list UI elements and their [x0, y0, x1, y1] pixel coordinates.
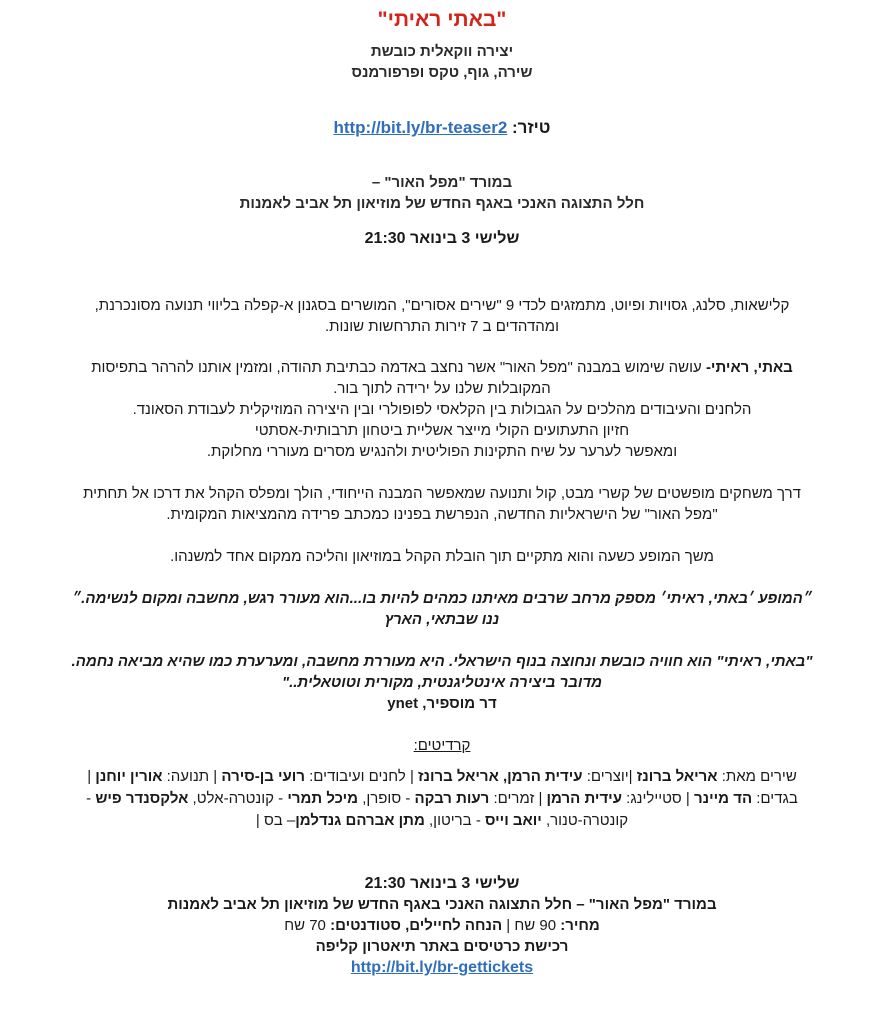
- credit-name: אלקסנדר פיש: [95, 790, 189, 807]
- price-discount: 70 שח: [284, 917, 331, 934]
- about-line-4: חזיון התעתועים הקולי מייצר אשליית ביטחון תרבותית-אסתטי: [254, 422, 630, 439]
- intro-line-1: קלישאות, סלנג, גסויות ופיוט, מתמזגים לכדי 9 "שירים אסורים", המושרים בסגנון א-קפלה בליווי תנועה מסונכרנת,: [94, 297, 790, 314]
- venue-line-1: במורד "מפל האור" –: [371, 174, 513, 191]
- credits-row-1: [0, 768, 884, 785]
- page-title: "באתי ראיתי": [377, 8, 507, 31]
- credits-row-2: [0, 790, 884, 807]
- credit-name: מתן אברהם גנדלמן: [295, 812, 425, 829]
- credit-role: |יוצרים:: [582, 768, 637, 785]
- intro-line-2: ומהדהדים ב 7 זירות התרחשות שונות.: [325, 318, 559, 335]
- credit-role: - בריטון,: [424, 812, 485, 829]
- credits-heading: קרדיטים:: [413, 737, 471, 754]
- credit-role: בגדים:: [752, 790, 798, 807]
- footer-link-line: [0, 959, 884, 977]
- credit-name: יואב וייס: [484, 812, 542, 829]
- credit-role: - קונטרה-אלט,: [188, 790, 288, 807]
- games-line-1: דרך משחקים מופשטים של קשרי מבט, קול ותנועה שמאפשר המבנה הייחודי, הולך ומפלס הקהל את דרכו אל תחתית: [83, 485, 801, 502]
- footer-venue: במורד "מפל האור" – חלל התצוגה האנכי באגף החדש של מוזיאון תל אביב לאמנות: [167, 896, 717, 913]
- credit-name: מיכל תמרי: [287, 790, 359, 807]
- credit-role: -: [86, 790, 96, 807]
- credit-name: עידית הרמן, אריאל ברונז: [418, 768, 583, 785]
- venue-date: שלישי 3 בינואר 21:30: [364, 230, 520, 247]
- credit-role: | סטיילינג:: [621, 790, 694, 807]
- price-discount-label: הנחה לחיילים, סטודנטים:: [330, 917, 503, 934]
- teaser-link[interactable]: http://bit.ly/br-teaser2: [333, 118, 508, 137]
- duration-note: משך המופע כשעה והוא מתקיים תוך הובלת הקהל במוזיאון והליכה ממקום אחד למשנהו.: [170, 548, 714, 565]
- venue-line-2: חלל התצוגה האנכי באגף החדש של מוזיאון תל אביב לאמנות: [239, 195, 645, 212]
- about-line-5: ומאפשר לערער על שיח התקינות הפוליטית ולהנגיש מסרים מעוררי מחלוקת.: [206, 443, 678, 460]
- subtitle-disciplines: שירה, גוף, טקס ופרפורמנס: [351, 64, 533, 81]
- credit-role: קונטרה-טנור,: [541, 812, 629, 829]
- credit-name: אריאל ברונז: [636, 768, 718, 785]
- credit-role: | זמרים:: [489, 790, 547, 807]
- about-line-3: הלחנים והעיבודים מהלכים על הגבולות בין הקלאסי לפופולרי ובין היצירה המוזיקלית לעבודת הסאונד.: [132, 401, 752, 418]
- quote-haaretz: ״המופע ׳באתי, ראיתי׳ מספק מרחב שרבים מאיתנו כמהים להיות בו...הוא מעורר רגש, מחשבה ומקום לנשימה.״: [71, 590, 813, 607]
- about-line-1: [0, 359, 884, 376]
- credits-row-3: [0, 812, 884, 829]
- credit-role: |: [87, 768, 96, 785]
- credit-name: רועי בן-סירה: [221, 768, 305, 785]
- footer-date: שלישי 3 בינואר 21:30: [364, 875, 520, 892]
- quote-ynet-source: דר מוספיר, ynet: [387, 695, 497, 712]
- credit-name: רעות רבקה: [414, 790, 490, 807]
- credit-role: | תנועה:: [162, 768, 222, 785]
- games-line-2: "מפל האור" של הישראליות החדשה, הנפרשת בפנינו כמכתב פרידה מהמציאות המקומית.: [166, 506, 718, 523]
- quote-haaretz-source: ננו שבתאי, הארץ: [384, 611, 500, 628]
- quote-ynet-line-1: "באתי, ראיתי" הוא חוויה כובשת ונחוצה בנוף הישראלי. היא מעוררת מחשבה, ומערערת כמו שהיא מביאה נחמה.: [71, 653, 813, 670]
- price-label: מחיר:: [560, 917, 600, 934]
- tickets-link[interactable]: http://bit.ly/br-gettickets: [350, 959, 534, 976]
- footer-tickets: רכישת כרטיסים באתר תיאטרון קליפה: [315, 938, 569, 955]
- credit-name: הד מיינר: [694, 790, 753, 807]
- credit-name: עידית הרמן: [546, 790, 622, 807]
- credit-role: - סופרן,: [358, 790, 415, 807]
- credit-role: שירים מאת:: [717, 768, 797, 785]
- teaser-line: [0, 118, 884, 138]
- about-name: באתי, ראיתי-: [705, 359, 793, 376]
- credit-role: – בס |: [255, 812, 296, 829]
- about-line-2: המקובלות שלנו על ירידה לתוך בור.: [333, 380, 551, 397]
- credit-role: | לחנים ועיבודים:: [304, 768, 419, 785]
- price-main: 90 שח |: [502, 917, 561, 934]
- credit-name: אורין יוחנן: [95, 768, 163, 785]
- quote-ynet-line-2: מדובר ביצירה אינטליגנטית, מקורית וטוטאלית..": [281, 674, 603, 691]
- teaser-label: טיזר:: [512, 118, 551, 137]
- footer-price: [0, 917, 884, 934]
- subtitle-genre: יצירה ווקאלית כובשת: [370, 43, 514, 60]
- about-text: עושה שימוש במבנה "מפל האור" אשר נחצב באדמה כבתיבת תהודה, ומזמין אותנו להרהר בתפיסות: [91, 359, 706, 376]
